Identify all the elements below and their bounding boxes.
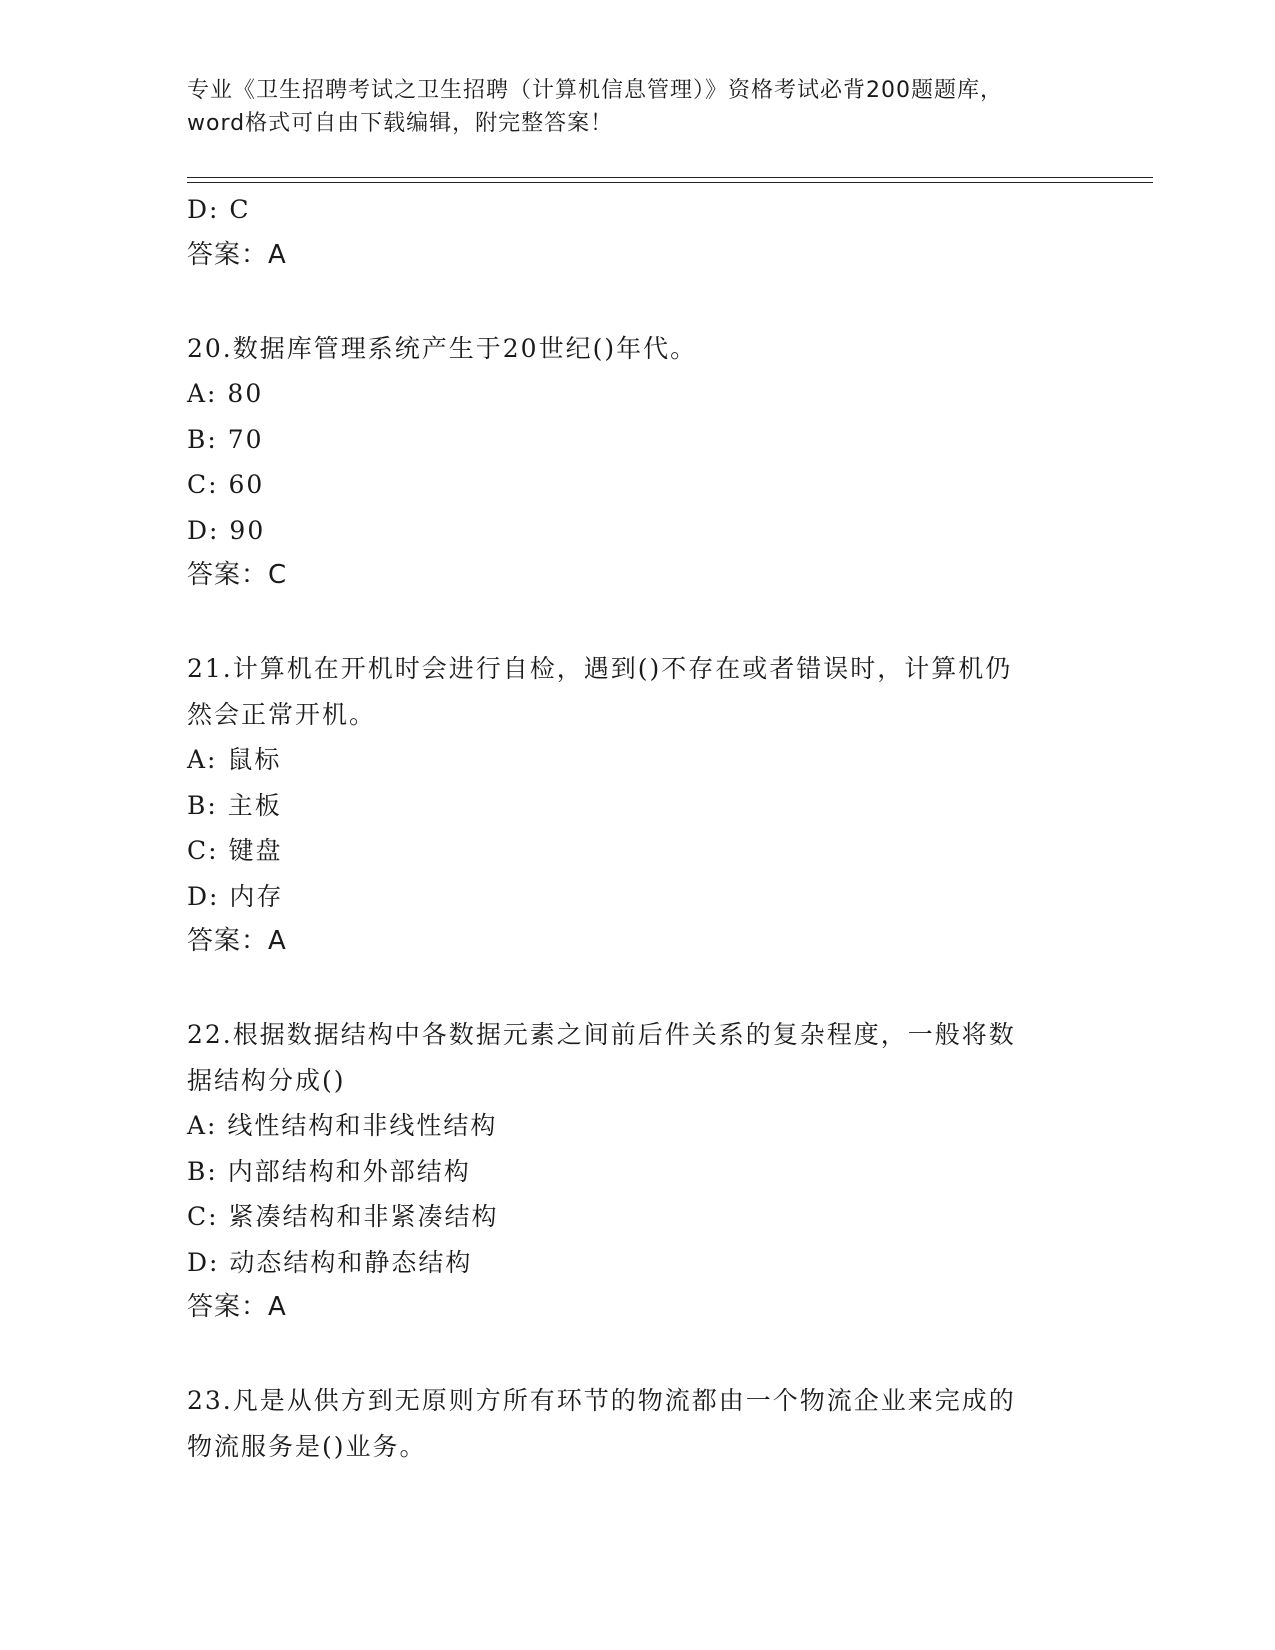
header-line-2: word格式可自由下载编辑，附完整答案！	[187, 111, 614, 136]
option-b: B: 内部结构和外部结构	[187, 1156, 471, 1186]
option-b: B: 70	[187, 424, 264, 454]
question-stem-line-2: 据结构分成()	[187, 1065, 346, 1095]
answer-line: 答案：A	[187, 1292, 287, 1322]
option-d: D: C	[187, 195, 251, 224]
header-line-1: 专业《卫生招聘考试之卫生招聘（计算机信息管理）》资格考试必背200题题库，	[187, 78, 1003, 103]
option-d: D: 90	[187, 515, 266, 545]
header-divider-bottom	[187, 182, 1153, 183]
answer-line: 答案：C	[187, 560, 288, 590]
spacer	[187, 1331, 1087, 1377]
option-a: A: 线性结构和非线性结构	[187, 1111, 498, 1140]
question-20	[187, 326, 1087, 599]
option-c: C: 60	[187, 470, 265, 499]
question-21	[187, 646, 1087, 965]
answer-line: 答案：A	[187, 239, 287, 270]
document-header	[187, 74, 1087, 140]
question-stem: 20.数据库管理系统产生于20世纪()年代。	[187, 333, 698, 363]
question-stem-line-1: 22.根据数据结构中各数据元素之间前后件关系的复杂程度，一般将数	[187, 1020, 1016, 1049]
option-c: C: 紧凑结构和非紧凑结构	[187, 1202, 499, 1231]
option-c: C: 键盘	[187, 836, 283, 865]
question-stem-line-2: 物流服务是()业务。	[187, 1431, 427, 1461]
question-stem-line-1: 23.凡是从供方到无原则方所有环节的物流都由一个物流企业来完成的	[187, 1386, 1016, 1415]
option-a: A: 80	[187, 379, 264, 408]
spacer	[187, 599, 1087, 645]
previous-question-tail	[187, 187, 1087, 278]
spacer	[187, 278, 1087, 324]
header-divider-top	[187, 177, 1153, 178]
question-22	[187, 1012, 1087, 1331]
question-list	[187, 187, 1087, 1469]
question-stem-line-2: 然会正常开机。	[187, 699, 377, 729]
option-b: B: 主板	[187, 790, 282, 820]
answer-line: 答案：A	[187, 926, 287, 956]
option-d: D: 内存	[187, 881, 284, 911]
option-a: A: 鼠标	[187, 745, 282, 774]
option-d: D: 动态结构和静态结构	[187, 1247, 473, 1277]
question-stem-line-1: 21.计算机在开机时会进行自检，遇到()不存在或者错误时，计算机仍	[187, 654, 1013, 683]
question-23	[187, 1378, 1087, 1469]
spacer	[187, 965, 1087, 1011]
